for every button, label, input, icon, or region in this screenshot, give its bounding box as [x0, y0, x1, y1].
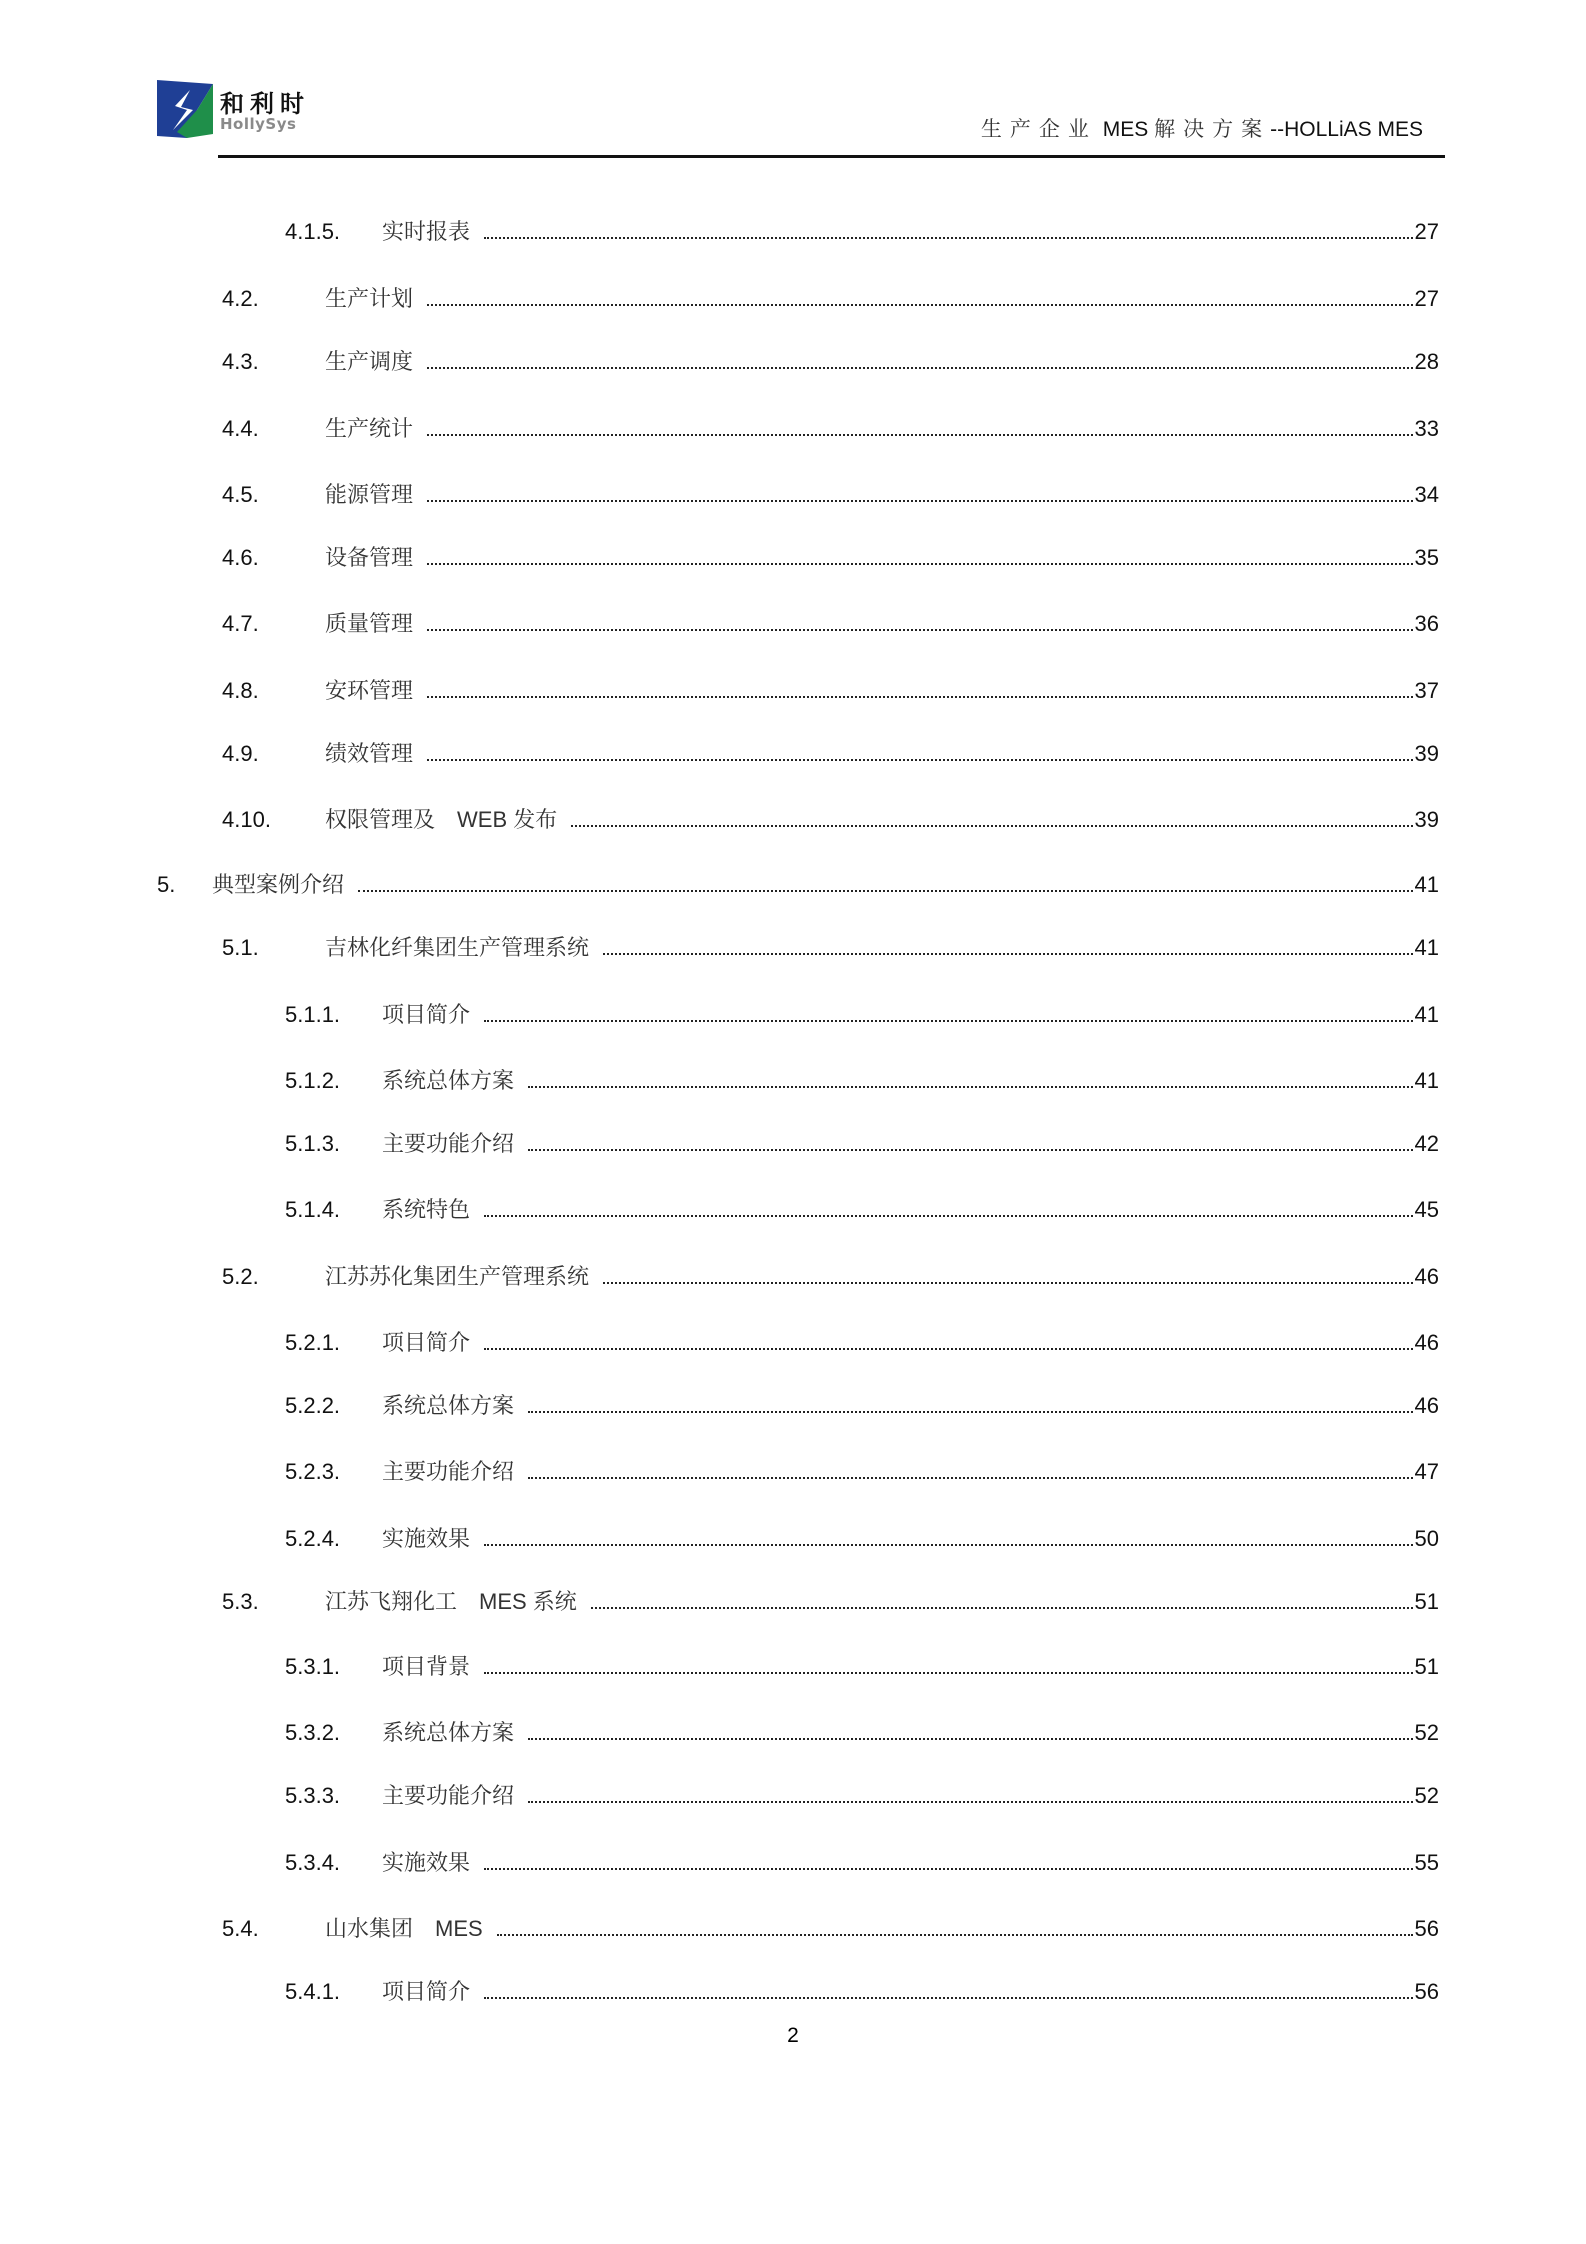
- toc-dot-leader: [427, 543, 1413, 573]
- toc-entry-page: 39: [1414, 741, 1439, 766]
- toc-entry-number: 5.3.: [222, 1589, 259, 1614]
- toc-entry-title: 权限管理及 WEB 发布: [325, 807, 558, 832]
- toc-dot-leader: [528, 1781, 1413, 1811]
- toc-entry-number: 5.3.4.: [285, 1850, 341, 1875]
- toc-entry-page: 46: [1414, 1393, 1439, 1418]
- toc-dot-leader: [484, 217, 1413, 247]
- toc-entry-title: 项目背景: [382, 1654, 471, 1679]
- toc-entry-page: 56: [1414, 1916, 1439, 1941]
- toc-entry[interactable]: [222, 414, 1445, 444]
- toc-dot-leader: [484, 1977, 1413, 2007]
- toc-entry-title: 项目简介: [382, 1979, 471, 2004]
- header-divider: [218, 155, 1445, 158]
- toc-entry-page: 50: [1414, 1526, 1439, 1551]
- toc-entry-title: 能源管理: [325, 482, 414, 507]
- toc-entry[interactable]: [222, 805, 1445, 835]
- toc-entry-number: 5.1.1.: [285, 1002, 341, 1027]
- toc-entry-title: 项目简介: [382, 1002, 471, 1027]
- toc-entry-number: 5.1.4.: [285, 1197, 341, 1222]
- toc-entry-title: 主要功能介绍: [382, 1131, 515, 1156]
- toc-entry-title: 实施效果: [382, 1526, 471, 1551]
- toc-entry-title: 实时报表: [382, 219, 471, 244]
- toc-entry-number: 5.1.2.: [285, 1068, 341, 1093]
- toc-entry-page: 28: [1414, 349, 1439, 374]
- toc-entry-page: 36: [1414, 611, 1439, 636]
- toc-entry[interactable]: [285, 1195, 1445, 1225]
- hollysys-logo-icon: [157, 80, 213, 138]
- toc-entry[interactable]: [222, 1262, 1445, 1292]
- toc-entry-number: 5.2.1.: [285, 1330, 341, 1355]
- toc-entry-title: 质量管理: [325, 611, 414, 636]
- toc-entry[interactable]: [285, 1328, 1445, 1358]
- toc-entry-number: 5.: [157, 872, 176, 897]
- toc-entry-page: 51: [1414, 1589, 1439, 1614]
- toc-entry-page: 33: [1414, 416, 1439, 441]
- toc-entry[interactable]: [222, 676, 1445, 706]
- toc-dot-leader: [358, 870, 1413, 900]
- toc-entry-title: 主要功能介绍: [382, 1783, 515, 1808]
- toc-entry-page: 39: [1414, 807, 1439, 832]
- toc-entry-title: 系统总体方案: [382, 1068, 515, 1093]
- toc-entry[interactable]: [222, 739, 1445, 769]
- toc-entry-title: 典型案例介绍: [212, 872, 345, 897]
- toc-entry-number: 4.9.: [222, 741, 259, 766]
- logo-chinese-name: 和利时: [220, 89, 310, 118]
- toc-dot-leader: [427, 609, 1413, 639]
- toc-entry-title: 项目简介: [382, 1330, 471, 1355]
- toc-dot-leader: [603, 933, 1413, 963]
- toc-entry-page: 41: [1414, 935, 1439, 960]
- toc-entry-number: 5.3.2.: [285, 1720, 341, 1745]
- toc-entry-title: 山水集团 MES: [325, 1916, 483, 1941]
- toc-dot-leader: [528, 1457, 1413, 1487]
- toc-dot-leader: [427, 480, 1413, 510]
- toc-entry-number: 4.4.: [222, 416, 259, 441]
- toc-entry-number: 4.6.: [222, 545, 259, 570]
- logo-english-name: HollySys: [220, 115, 297, 133]
- toc-entry-number: 4.3.: [222, 349, 259, 374]
- toc-dot-leader: [484, 1000, 1413, 1030]
- toc-dot-leader: [484, 1524, 1413, 1554]
- toc-entry-title: 生产计划: [325, 286, 414, 311]
- header-title-prefix: 生产企业: [980, 118, 1097, 141]
- toc-entry-title: 吉林化纤集团生产管理系统: [325, 935, 590, 960]
- toc-entry[interactable]: [222, 480, 1445, 510]
- toc-entry[interactable]: [222, 1914, 1445, 1944]
- toc-entry-page: 27: [1414, 286, 1439, 311]
- toc-entry-number: 5.4.: [222, 1916, 259, 1941]
- toc-dot-leader: [484, 1328, 1413, 1358]
- toc-dot-leader: [484, 1195, 1413, 1225]
- toc-entry-page: 46: [1414, 1330, 1439, 1355]
- toc-entry[interactable]: [285, 1457, 1445, 1487]
- toc-entry[interactable]: [285, 1718, 1445, 1748]
- toc-entry-number: 5.2.3.: [285, 1459, 341, 1484]
- toc-entry-page: 42: [1414, 1131, 1439, 1156]
- toc-entry[interactable]: [285, 1848, 1445, 1878]
- toc-entry[interactable]: [285, 1524, 1445, 1554]
- toc-entry-page: 51: [1414, 1654, 1439, 1679]
- toc-entry-number: 5.1.3.: [285, 1131, 341, 1156]
- toc-entry[interactable]: [285, 1652, 1445, 1682]
- toc-entry[interactable]: [285, 1129, 1445, 1159]
- toc-entry-page: 35: [1414, 545, 1439, 570]
- toc-dot-leader: [484, 1848, 1413, 1878]
- toc-entry[interactable]: [222, 543, 1445, 573]
- toc-entry-page: 52: [1414, 1720, 1439, 1745]
- toc-entry[interactable]: [285, 1000, 1445, 1030]
- toc-entry-page: 52: [1414, 1783, 1439, 1808]
- toc-entry-number: 4.7.: [222, 611, 259, 636]
- toc-dot-leader: [603, 1262, 1413, 1292]
- toc-entry[interactable]: [285, 1977, 1445, 2007]
- toc-entry-title: 江苏飞翔化工 MES 系统: [325, 1589, 577, 1614]
- header-title-english: --HOLLiAS MES: [1270, 118, 1423, 141]
- hollysys-logo: [157, 80, 322, 140]
- page-number: 2: [787, 2024, 799, 2047]
- toc-entry-number: 4.2.: [222, 286, 259, 311]
- toc-entry-number: 5.2.2.: [285, 1393, 341, 1418]
- toc-entry[interactable]: [285, 1391, 1445, 1421]
- header-title-mes: MES: [1102, 118, 1149, 141]
- toc-dot-leader: [528, 1129, 1413, 1159]
- toc-entry[interactable]: [285, 1781, 1445, 1811]
- toc-dot-leader: [571, 805, 1413, 835]
- toc-entry-number: 5.3.1.: [285, 1654, 341, 1679]
- toc-entry-number: 4.5.: [222, 482, 259, 507]
- toc-entry-page: 45: [1414, 1197, 1439, 1222]
- toc-entry-title: 系统总体方案: [382, 1393, 515, 1418]
- toc-dot-leader: [528, 1066, 1413, 1096]
- toc-entry[interactable]: [222, 1587, 1445, 1617]
- toc-entry-number: 5.2.4.: [285, 1526, 341, 1551]
- toc-entry-page: 47: [1414, 1459, 1439, 1484]
- toc-dot-leader: [528, 1391, 1413, 1421]
- toc-entry[interactable]: [285, 1066, 1445, 1096]
- toc-entry-number: 4.8.: [222, 678, 259, 703]
- toc-entry-page: 56: [1414, 1979, 1439, 2004]
- toc-dot-leader: [484, 1652, 1413, 1682]
- toc-entry-page: 46: [1414, 1264, 1439, 1289]
- toc-entry-number: 5.4.1.: [285, 1979, 341, 2004]
- toc-dot-leader: [427, 414, 1413, 444]
- toc-entry[interactable]: [222, 933, 1445, 963]
- toc-entry-title: 系统特色: [382, 1197, 471, 1222]
- toc-entry-title: 设备管理: [325, 545, 414, 570]
- toc-entry-page: 41: [1414, 1002, 1439, 1027]
- toc-entry[interactable]: [285, 217, 1445, 247]
- document-header-title: [981, 113, 1423, 143]
- toc-entry-title: 绩效管理: [325, 741, 414, 766]
- toc-entry[interactable]: [222, 609, 1445, 639]
- toc-entry-number: 4.10.: [222, 807, 271, 832]
- toc-entry-title: 安环管理: [325, 678, 414, 703]
- toc-entry[interactable]: [157, 870, 1445, 900]
- toc-entry-number: 5.2.: [222, 1264, 259, 1289]
- toc-entry-title: 系统总体方案: [382, 1720, 515, 1745]
- toc-entry-page: 34: [1414, 482, 1439, 507]
- toc-entry-title: 生产调度: [325, 349, 414, 374]
- toc-entry-title: 江苏苏化集团生产管理系统: [325, 1264, 590, 1289]
- toc-entry-page: 27: [1414, 219, 1439, 244]
- toc-dot-leader: [427, 676, 1413, 706]
- header-title-suffix: 解决方案: [1154, 118, 1271, 141]
- toc-entry[interactable]: [222, 284, 1445, 314]
- toc-dot-leader: [427, 347, 1413, 377]
- toc-entry-page: 37: [1414, 678, 1439, 703]
- toc-dot-leader: [591, 1587, 1413, 1617]
- toc-dot-leader: [528, 1718, 1413, 1748]
- toc-entry-title: 实施效果: [382, 1850, 471, 1875]
- toc-entry-number: 5.1.: [222, 935, 259, 960]
- toc-entry[interactable]: [222, 347, 1445, 377]
- toc-entry-title: 主要功能介绍: [382, 1459, 515, 1484]
- toc-entry-number: 5.3.3.: [285, 1783, 341, 1808]
- toc-dot-leader: [427, 739, 1413, 769]
- toc-entry-number: 4.1.5.: [285, 219, 341, 244]
- toc-dot-leader: [427, 284, 1413, 314]
- toc-entry-page: 41: [1414, 1068, 1439, 1093]
- toc-entry-page: 41: [1414, 872, 1439, 897]
- toc-entry-title: 生产统计: [325, 416, 414, 441]
- toc-entry-page: 55: [1414, 1850, 1439, 1875]
- toc-dot-leader: [497, 1914, 1413, 1944]
